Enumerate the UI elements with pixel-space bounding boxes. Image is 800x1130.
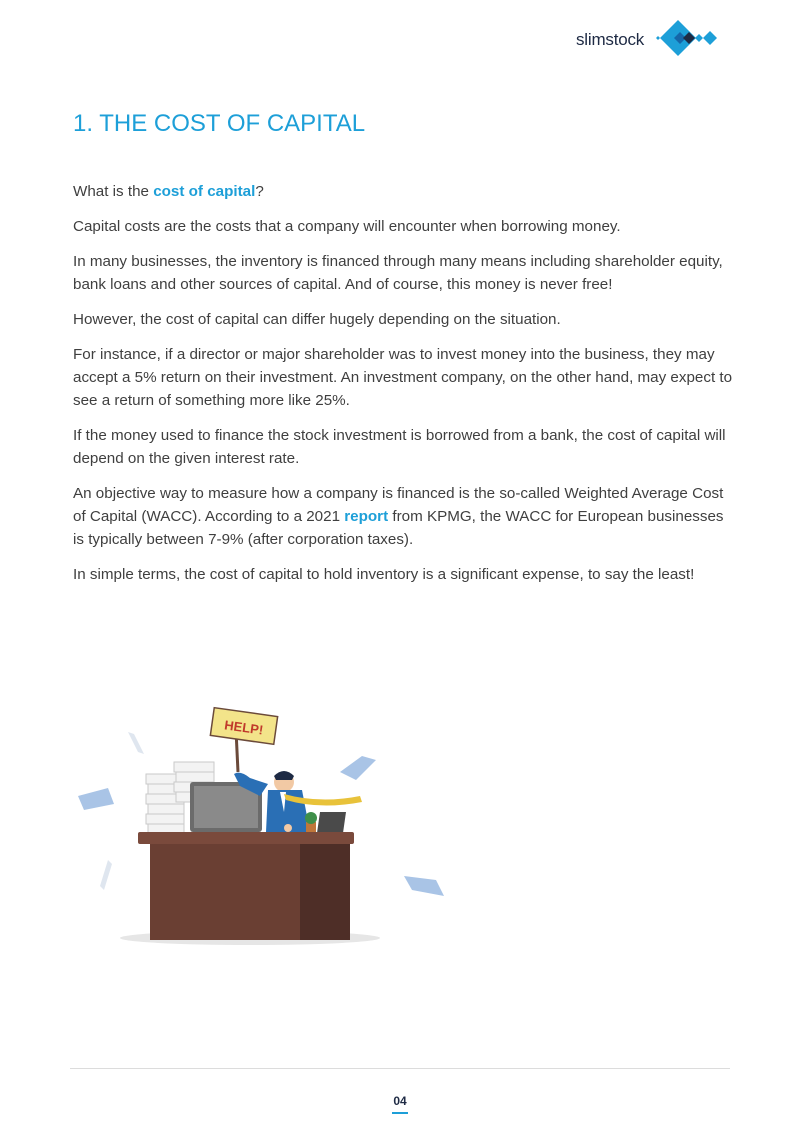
section-title: 1. THE COST OF CAPITAL	[73, 110, 366, 137]
slimstock-diamond-logo-icon	[648, 16, 728, 64]
intro-question	[73, 180, 733, 203]
report-link[interactable]: report	[344, 508, 389, 525]
body-text	[73, 180, 733, 598]
page-number: 04	[393, 1094, 407, 1108]
intro-question-end: ?	[255, 183, 264, 200]
footer-divider	[70, 1068, 730, 1069]
paragraph-summary: In simple terms, the cost of capital to hold inventory is a significant expense, to say the least!	[73, 566, 695, 583]
paragraph-bank: If the money used to finance the stock investment is borrowed from a bank, the cost of capital will depend on the given interest rate.	[73, 427, 726, 467]
help-sign-text: HELP!	[223, 717, 265, 738]
paragraph-definition: Capital costs are the costs that a company will encounter when borrowing money.	[73, 218, 621, 235]
cost-of-capital-link[interactable]: cost of capital	[153, 183, 256, 200]
paragraph-differ: However, the cost of capital can differ hugely depending on the situation.	[73, 311, 561, 328]
paragraph-financing: In many businesses, the inventory is financed through many means including shareholder equity, bank loans and other sources of capital. And of course, this money is never free!	[73, 253, 723, 293]
logo-text: slimstock	[576, 30, 645, 49]
paragraph-wacc	[73, 482, 733, 551]
paragraph-example: For instance, if a director or major shareholder was to invest money into the business, they may accept a 5% return on their investment. An investment company, on the other hand, may expect to see a return of something more like 25%.	[73, 346, 733, 409]
page-number-underline	[392, 1112, 408, 1114]
overwhelmed-worker-illustration	[70, 700, 460, 955]
intro-question-text: What is the	[73, 183, 154, 200]
brand-logo	[572, 16, 732, 64]
wacc-text-start: An objective way to measure how a company is financed is the so-called Weighted Average Cost of Capital (WACC). According to a 2021	[73, 485, 724, 525]
wacc-text-end: from KPMG, the WACC for European businesses is typically between 7-9% (after corporation taxes).	[73, 508, 724, 548]
